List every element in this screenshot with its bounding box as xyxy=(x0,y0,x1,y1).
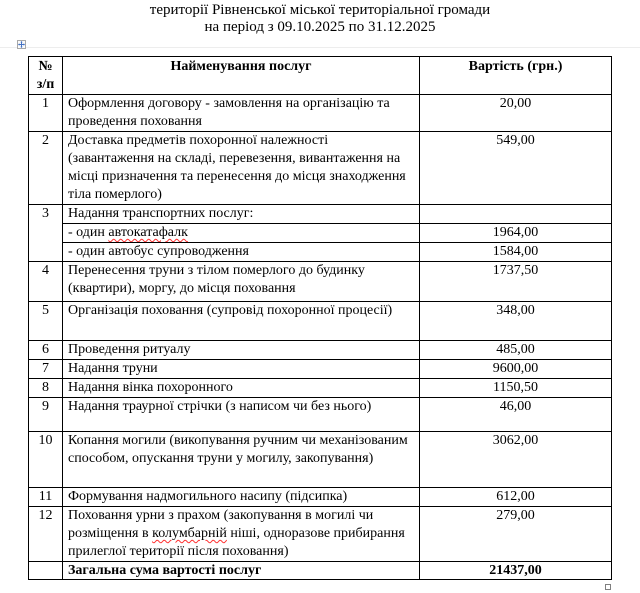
table-resize-handle-icon[interactable] xyxy=(605,584,611,590)
price-cell: 549,00 xyxy=(420,132,612,205)
row-number-cell: 1 xyxy=(29,95,63,132)
service-name-cell: - один автобус супроводження xyxy=(63,243,420,262)
price-cell: 612,00 xyxy=(420,488,612,507)
row-number-cell xyxy=(29,562,63,580)
table-row xyxy=(29,360,612,379)
price-cell xyxy=(420,205,612,224)
service-name-text: Поховання урни з прахом (закопування в могилі чи розміщення в xyxy=(68,508,374,541)
service-name-text: ніші, одноразове прибирання прилеглої території після поховання) xyxy=(68,526,405,559)
price-cell: 3062,00 xyxy=(420,432,612,488)
row-number-cell: 6 xyxy=(29,341,63,360)
price-cell: 1737,50 xyxy=(420,262,612,302)
table-row xyxy=(29,262,612,302)
row-number-cell: 10 xyxy=(29,432,63,488)
service-name-cell: Організація поховання (супровід похоронної процесії) xyxy=(63,302,420,341)
service-name-cell: Надання труни xyxy=(63,360,420,379)
row-number-cell: 8 xyxy=(29,379,63,398)
table-header-row xyxy=(29,57,612,95)
service-name-cell xyxy=(63,224,420,243)
row-number-cell: 5 xyxy=(29,302,63,341)
table-row xyxy=(29,132,612,205)
text-boundary-line xyxy=(0,47,640,48)
document-title-line1: території Рівненської міської територіальної громади xyxy=(149,2,491,18)
header-service-cell: Найменування послуг xyxy=(63,57,420,95)
table-row xyxy=(29,341,612,360)
misspelled-word: автокатафалк xyxy=(108,225,188,240)
service-name-cell: Надання транспортних послуг: xyxy=(63,205,420,224)
row-number-cell: 7 xyxy=(29,360,63,379)
price-cell: 9600,00 xyxy=(420,360,612,379)
price-cell: 1150,50 xyxy=(420,379,612,398)
price-cell: 1584,00 xyxy=(420,243,612,262)
table-row xyxy=(29,243,612,262)
header-num-line2: з/п xyxy=(36,77,55,92)
row-number-cell: 3 xyxy=(29,205,63,262)
service-name-cell: Оформлення договору - замовлення на організацію та проведення поховання xyxy=(63,95,420,132)
table-move-handle-icon[interactable] xyxy=(17,40,26,49)
service-name-cell: Проведення ритуалу xyxy=(63,341,420,360)
misspelled-word: колумбарній xyxy=(152,526,227,541)
document-title-line2: на період з 09.10.2025 по 31.12.2025 xyxy=(204,19,436,35)
service-name-cell: Надання траурної стрічки (з написом чи без нього) xyxy=(63,398,420,432)
table-row xyxy=(29,379,612,398)
row-number-cell: 2 xyxy=(29,132,63,205)
price-cell: 485,00 xyxy=(420,341,612,360)
price-cell: 348,00 xyxy=(420,302,612,341)
services-price-table xyxy=(28,56,612,580)
move-cross-icon xyxy=(18,41,25,48)
service-name-cell: Формування надмогильного насипу (підсипка) xyxy=(63,488,420,507)
total-price-cell: 21437,00 xyxy=(420,562,612,580)
table-row xyxy=(29,488,612,507)
service-name-cell: Копання могили (викопування ручним чи механізованим способом, опускання труни у могилу, закопування) xyxy=(63,432,420,488)
document-title xyxy=(0,0,640,36)
service-name-cell: Перенесення труни з тілом померлого до будинку (квартири), моргу, до місця поховання xyxy=(63,262,420,302)
table-row xyxy=(29,302,612,341)
row-number-cell: 9 xyxy=(29,398,63,432)
service-name-cell: Доставка предметів похоронної належності (завантаження на складі, перевезення, вивантаження на місці призначення та перенесення до місця знаходження тіла померлого) xyxy=(63,132,420,205)
header-price-cell: Вартість (грн.) xyxy=(420,57,612,95)
row-number-cell: 4 xyxy=(29,262,63,302)
header-num-line1: № xyxy=(38,59,53,74)
table-total-row xyxy=(29,562,612,580)
price-cell: 46,00 xyxy=(420,398,612,432)
table-row xyxy=(29,432,612,488)
row-number-cell: 11 xyxy=(29,488,63,507)
header-num-cell xyxy=(29,57,63,95)
table-row xyxy=(29,95,612,132)
service-name-cell xyxy=(63,507,420,562)
row-number-cell: 12 xyxy=(29,507,63,562)
service-name-cell: Надання вінка похоронного xyxy=(63,379,420,398)
table-row xyxy=(29,507,612,562)
price-cell: 1964,00 xyxy=(420,224,612,243)
service-name-text: - один xyxy=(68,225,109,240)
price-cell: 279,00 xyxy=(420,507,612,562)
total-label-cell: Загальна сума вартості послуг xyxy=(63,562,420,580)
table-row xyxy=(29,224,612,243)
table-row xyxy=(29,398,612,432)
price-cell: 20,00 xyxy=(420,95,612,132)
table-row xyxy=(29,205,612,224)
